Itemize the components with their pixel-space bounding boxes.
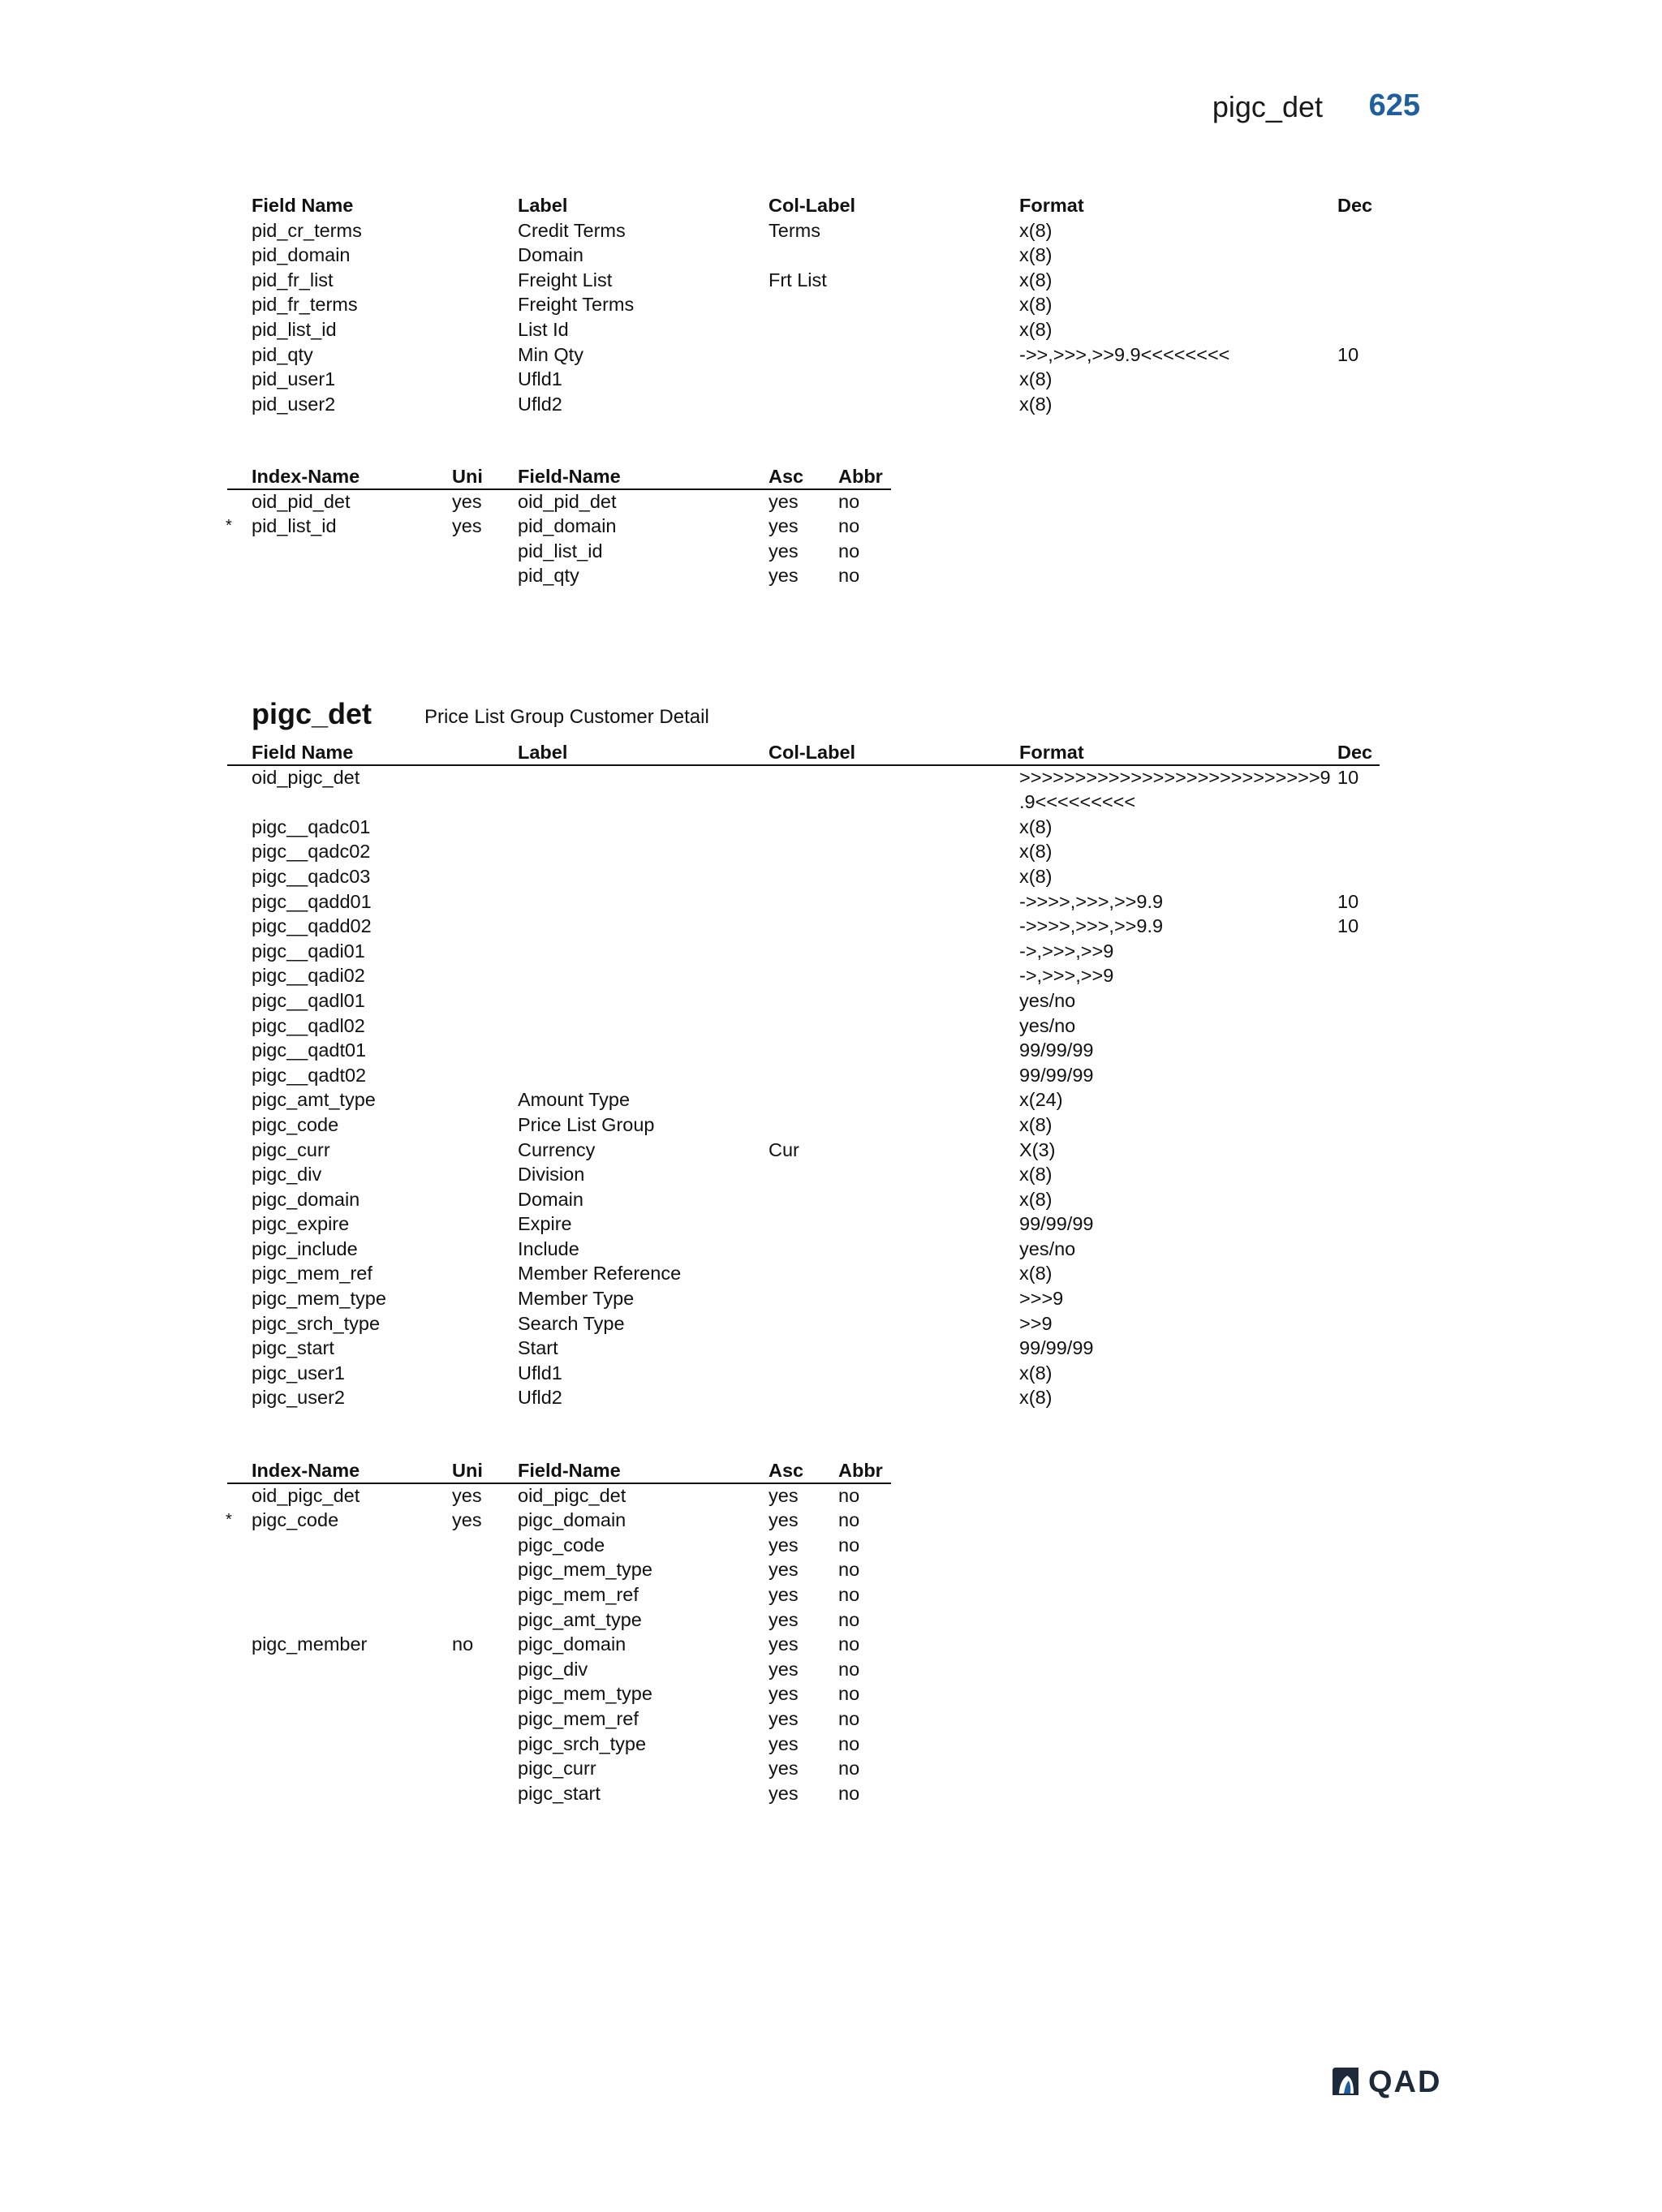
abbr: no [838,1707,860,1729]
label: Freight List [518,269,613,290]
header-abbr: Abbr [838,1460,883,1481]
section-description: Price List Group Customer Detail [424,706,709,728]
field-name: pigc_amt_type [252,1089,376,1111]
label: Currency [518,1138,596,1160]
table-row [0,963,1662,988]
col-label: Terms [769,219,820,241]
table-row [0,1681,1662,1706]
field-name: pigc_srch_type [252,1312,381,1334]
label: Ufld2 [518,393,562,415]
asc: yes [769,1633,799,1655]
field-name: pid_qty [252,343,313,365]
col-label: Frt List [769,269,827,290]
field-name: pigc_mem_type [252,1288,386,1310]
field-name: pigc__qadi01 [252,940,365,962]
header-col-label: Col-Label [769,195,856,216]
table-row [0,1162,1662,1187]
field-name: pigc_start [252,1337,334,1359]
table-row [0,889,1662,914]
field-name: pigc_user2 [252,1387,345,1409]
label: Member Reference [518,1263,682,1285]
field-name: pigc__qadi02 [252,965,365,987]
header-index-name: Index-Name [252,466,360,487]
format: >>>9 [1019,1288,1064,1310]
header-abbr: Abbr [838,466,883,487]
table-row [0,1607,1662,1633]
table-row [0,914,1662,939]
field-name: pigc__qadt02 [252,1064,367,1086]
table-row [0,1211,1662,1237]
table-row [0,765,1662,815]
table-row [0,1138,1662,1163]
col-label: Cur [769,1138,799,1160]
header-field-name: Field Name [252,195,354,216]
table-row [0,367,1662,392]
format: x(8) [1019,219,1053,241]
field-name: pigc__qadc03 [252,865,371,887]
table-row [0,1632,1662,1657]
label: Search Type [518,1312,625,1334]
asc: yes [769,1683,799,1705]
format: yes/no [1019,989,1076,1011]
format: x(8) [1019,393,1053,415]
format: x(8) [1019,1113,1053,1135]
format: x(8) [1019,1263,1053,1285]
format: x(8) [1019,1387,1053,1409]
label: Credit Terms [518,219,626,241]
label: Ufld2 [518,1387,562,1409]
table-row [0,1237,1662,1262]
abbr: no [838,1559,860,1581]
asc: yes [769,1484,799,1506]
table-row [0,1063,1662,1088]
table-row [0,292,1662,317]
page-number: 625 [1368,88,1420,123]
asc: yes [769,1559,799,1581]
format: x(8) [1019,318,1053,340]
table-row [0,1557,1662,1582]
table-row [0,489,1662,514]
field-name: pid_list_id [252,318,337,340]
dec: 10 [1337,890,1359,912]
table-header-row [0,193,1662,218]
table-row [0,1311,1662,1336]
abbr: no [838,1534,860,1556]
uni: yes [452,1509,482,1531]
header-uni: Uni [452,1460,483,1481]
table-row [0,1582,1662,1607]
index-name: pid_list_id [252,515,337,537]
table-row [0,1038,1662,1063]
header-col-label: Col-Label [769,742,856,763]
field-name: pigc_srch_type [518,1732,647,1754]
field-name: pigc_div [518,1658,588,1680]
header-asc: Asc [769,466,804,487]
index-name: pigc_code [252,1509,339,1531]
label: Member Type [518,1288,635,1310]
table-row [0,1361,1662,1386]
field-name: pigc_include [252,1237,358,1259]
table-row [0,1657,1662,1682]
field-name: pigc_mem_ref [518,1583,639,1605]
label: Ufld1 [518,1362,562,1384]
index-name: oid_pid_det [252,490,351,512]
format: yes/no [1019,1014,1076,1036]
format: x(8) [1019,368,1053,390]
header-uni: Uni [452,466,483,487]
pid-index-table [0,464,1662,588]
format: 99/99/99 [1019,1064,1094,1086]
table-row [0,1508,1662,1533]
field-name: pigc_code [518,1534,605,1556]
table-row [0,1706,1662,1732]
table-row [0,1732,1662,1757]
format: 99/99/99 [1019,1213,1094,1235]
table-header-row [0,1458,1662,1483]
header-field-name: Field Name [252,742,354,763]
label: List Id [518,318,569,340]
abbr: no [838,1732,860,1754]
table-row [0,514,1662,539]
field-name: oid_pigc_det [252,766,360,788]
abbr: no [838,1782,860,1804]
label: Expire [518,1213,572,1235]
field-name: pigc_user1 [252,1362,345,1384]
label: Ufld1 [518,368,562,390]
field-name: pigc__qadd02 [252,915,372,937]
header-format: Format [1019,195,1084,216]
table-row [0,1087,1662,1112]
header-asc: Asc [769,1460,804,1481]
table-row [0,1187,1662,1212]
label: Domain [518,244,583,266]
abbr: no [838,540,860,562]
qad-logo [1329,2066,1448,2098]
header-dec: Dec [1337,195,1373,216]
field-name: pigc_expire [252,1213,350,1235]
uni: yes [452,1484,482,1506]
header-label: Label [518,195,568,216]
field-name: pigc__qadc02 [252,841,371,863]
field-name: pigc_domain [252,1188,360,1210]
asc: yes [769,565,799,587]
field-name: pigc_mem_ref [518,1707,639,1729]
field-name: pigc_start [518,1782,601,1804]
label: Include [518,1237,579,1259]
pigc-index-table [0,1458,1662,1805]
table-row [0,839,1662,864]
field-name: oid_pid_det [518,490,617,512]
format: x(8) [1019,1188,1053,1210]
format: x(8) [1019,816,1053,837]
abbr: no [838,515,860,537]
table-row [0,815,1662,840]
uni: yes [452,515,482,537]
format-continued: .9<<<<<<<<< [1019,791,1136,813]
table-row [0,268,1662,293]
abbr: no [838,565,860,587]
field-name: pid_domain [518,515,617,537]
table-header-row [0,464,1662,489]
table-row [0,1013,1662,1039]
header-format: Format [1019,742,1084,763]
field-name: pigc_mem_type [518,1683,652,1705]
label: Division [518,1164,585,1186]
field-name: pigc_amt_type [518,1608,642,1630]
table-row [0,864,1662,889]
format: >>>>>>>>>>>>>>>>>>>>>>>>>>>9 [1019,766,1331,788]
field-name: pigc_code [252,1113,339,1135]
table-row [0,1261,1662,1286]
field-name: pigc_mem_type [518,1559,652,1581]
field-name: pid_user2 [252,393,336,415]
field-name: pigc_domain [518,1633,626,1655]
format: x(8) [1019,294,1053,316]
dec: 10 [1337,766,1359,788]
asc: yes [769,1658,799,1680]
label: Amount Type [518,1089,631,1111]
field-name: pigc_div [252,1164,322,1186]
field-name: pid_qty [518,565,579,587]
primary-index-marker: * [226,1511,232,1530]
field-name: pid_fr_terms [252,294,358,316]
uni: no [452,1633,474,1655]
table-row [0,1385,1662,1410]
format: x(24) [1019,1089,1063,1111]
asc: yes [769,515,799,537]
dec: 10 [1337,915,1359,937]
field-name: oid_pigc_det [518,1484,626,1506]
format: x(8) [1019,865,1053,887]
header-dec: Dec [1337,742,1373,763]
abbr: no [838,1633,860,1655]
table-row [0,1533,1662,1558]
abbr: no [838,490,860,512]
field-name: pid_list_id [518,540,603,562]
format: ->>>>,>>>,>>9.9 [1019,915,1164,937]
table-row [0,218,1662,243]
format: x(8) [1019,269,1053,290]
format: x(8) [1019,1164,1053,1186]
abbr: no [838,1658,860,1680]
field-name: pigc__qadc01 [252,816,371,837]
table-row [0,1336,1662,1361]
primary-index-marker: * [226,517,232,536]
asc: yes [769,1509,799,1531]
qad-logo-icon [1329,2066,1362,2098]
field-name: pigc__qadd01 [252,890,372,912]
field-name: pigc__qadl01 [252,989,365,1011]
field-name: pigc__qadl02 [252,1014,365,1036]
asc: yes [769,1608,799,1630]
index-name: oid_pigc_det [252,1484,360,1506]
table-row [0,1781,1662,1806]
field-name: pid_fr_list [252,269,334,290]
table-row [0,1112,1662,1138]
abbr: no [838,1484,860,1506]
table-row [0,1756,1662,1781]
field-name: pigc__qadt01 [252,1039,367,1061]
asc: yes [769,1758,799,1779]
field-name: pigc_curr [252,1138,330,1160]
field-name: pigc_mem_ref [252,1263,372,1285]
pigc-field-table [0,740,1662,1410]
field-name: pid_domain [252,244,351,266]
format: ->>>>,>>>,>>9.9 [1019,890,1164,912]
abbr: no [838,1509,860,1531]
table-row [0,342,1662,368]
section-title: pigc_det [252,697,372,730]
table-row [0,317,1662,342]
table-row [0,1483,1662,1508]
abbr: no [838,1758,860,1779]
format: ->>,>>>,>>9.9<<<<<<<< [1019,343,1230,365]
label: Price List Group [518,1113,655,1135]
running-header-table-name: pigc_det [1212,90,1323,123]
format: ->,>>>,>>9 [1019,965,1114,987]
qad-logo-text: QAD [1368,2065,1442,2099]
format: 99/99/99 [1019,1039,1094,1061]
header-label: Label [518,742,568,763]
asc: yes [769,1534,799,1556]
table-row [0,563,1662,588]
format: x(8) [1019,841,1053,863]
field-name: pigc_curr [518,1758,596,1779]
pid-field-table [0,193,1662,416]
field-name: pid_cr_terms [252,219,362,241]
format: x(8) [1019,244,1053,266]
format: ->,>>>,>>9 [1019,940,1114,962]
asc: yes [769,1782,799,1804]
format: yes/no [1019,1237,1076,1259]
table-row [0,539,1662,564]
header-index-name: Index-Name [252,1460,360,1481]
format: >>9 [1019,1312,1053,1334]
header-field-name: Field-Name [518,1460,621,1481]
label: Freight Terms [518,294,635,316]
table-row [0,939,1662,964]
format: x(8) [1019,1362,1053,1384]
abbr: no [838,1583,860,1605]
field-name: pigc_domain [518,1509,626,1531]
table-row [0,1286,1662,1311]
field-name: pid_user1 [252,368,336,390]
label: Domain [518,1188,583,1210]
asc: yes [769,490,799,512]
format: X(3) [1019,1138,1056,1160]
dec: 10 [1337,343,1359,365]
asc: yes [769,1732,799,1754]
table-row [0,243,1662,268]
asc: yes [769,540,799,562]
page-header [0,88,1662,128]
label: Start [518,1337,558,1359]
table-row [0,392,1662,417]
abbr: no [838,1608,860,1630]
asc: yes [769,1583,799,1605]
label: Min Qty [518,343,583,365]
table-row [0,988,1662,1013]
table-header-row [0,740,1662,765]
abbr: no [838,1683,860,1705]
uni: yes [452,490,482,512]
index-name: pigc_member [252,1633,368,1655]
asc: yes [769,1707,799,1729]
header-field-name: Field-Name [518,466,621,487]
format: 99/99/99 [1019,1337,1094,1359]
